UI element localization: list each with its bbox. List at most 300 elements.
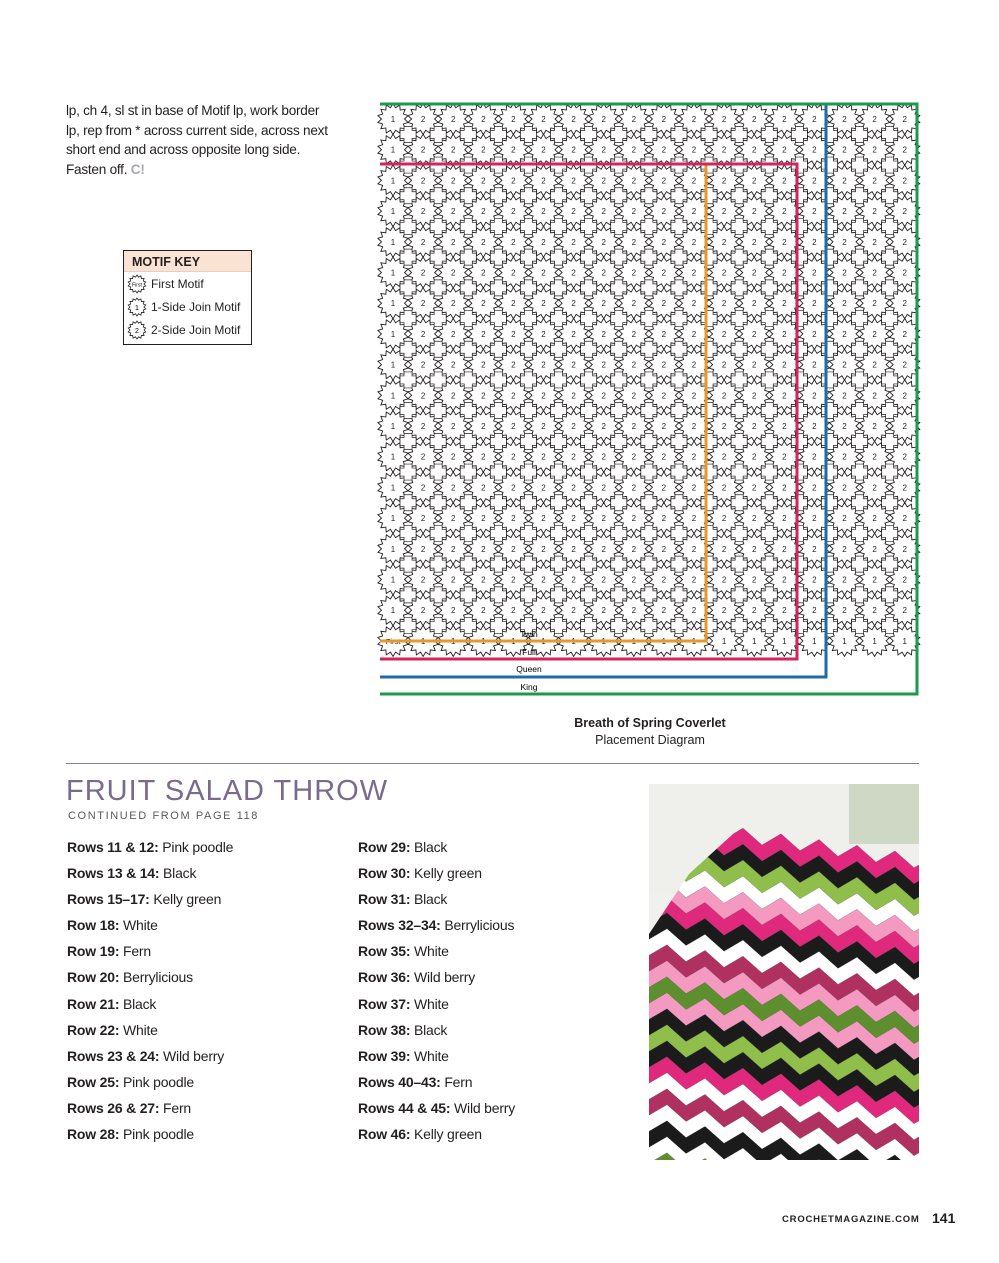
motif-label: 2 <box>541 575 546 585</box>
motif-label: 2 <box>511 176 516 186</box>
motif-label: 2 <box>420 514 426 524</box>
motif-label: 2 <box>481 268 486 278</box>
motif-key-title: MOTIF KEY <box>124 251 251 272</box>
row-entry: Row 20: Berrylicious <box>67 969 193 986</box>
motif-label: 1 <box>450 636 456 646</box>
row-entry: Row 22: White <box>67 1021 158 1038</box>
motif-label: 2 <box>691 606 697 616</box>
fruit-salad-throw-photo <box>649 784 919 1160</box>
motif-label: 2 <box>812 483 817 493</box>
motif-label: 2 <box>631 544 637 554</box>
motif-label: 2 <box>812 237 817 247</box>
motif-key <box>123 250 252 345</box>
motif-label: 1 <box>691 636 697 646</box>
motif-label: 2 <box>420 237 426 247</box>
motif-label: 2 <box>872 237 877 247</box>
motif-label: 2 <box>721 176 727 186</box>
motif-label: 2 <box>721 483 727 493</box>
motif-label: 2 <box>782 145 787 155</box>
motif-label: 2 <box>541 176 546 186</box>
motif-label: 2 <box>511 391 516 401</box>
motif-label: 2 <box>631 514 637 524</box>
motif-label: 2 <box>571 452 576 462</box>
motif-label: 2 <box>782 391 787 401</box>
motif-label: 2 <box>872 207 877 217</box>
motif-label: 2 <box>420 329 426 339</box>
motif-label: 2 <box>902 575 907 585</box>
motif-label: 2 <box>571 268 576 278</box>
motif-label: 2 <box>812 115 817 124</box>
motif-label: 2 <box>661 268 667 278</box>
motif-label: 1 <box>390 452 396 462</box>
motif-label: 2 <box>842 483 847 493</box>
section-divider <box>66 763 919 764</box>
motif-label: 2 <box>420 176 426 186</box>
motif-label: 2 <box>661 544 667 554</box>
motif-label: 1 <box>420 636 426 646</box>
motif-label: 2 <box>601 329 606 339</box>
motif-label: 2 <box>631 391 637 401</box>
motif-label: 2 <box>661 207 667 217</box>
motif-key-two-side <box>124 318 251 341</box>
motif-label: 2 <box>511 207 516 217</box>
motif-label: 2 <box>691 145 697 155</box>
motif-label: 2 <box>601 237 606 247</box>
motif-label: 2 <box>751 115 757 124</box>
motif-label: 2 <box>872 606 877 616</box>
pattern-instructions-text <box>66 101 328 179</box>
row-entry: Row 30: Kelly green <box>358 865 482 882</box>
size-label-twin: Twin <box>520 629 538 639</box>
motif-label: 2 <box>812 329 817 339</box>
motif-label: 2 <box>842 606 847 616</box>
motif-label: 2 <box>511 329 516 339</box>
motif-label: 2 <box>541 115 546 124</box>
motif-label: 2 <box>872 329 877 339</box>
motif-label: 2 <box>481 575 486 585</box>
motif-label: 2 <box>691 544 697 554</box>
motif-label: 2 <box>450 176 456 186</box>
motif-label: First <box>385 636 401 646</box>
motif-label: 2 <box>571 329 576 339</box>
motif-label: 2 <box>782 115 787 124</box>
motif-label: 1 <box>390 575 396 585</box>
motif-label: 2 <box>420 391 426 401</box>
motif-label: 2 <box>450 207 456 217</box>
motif-label: 2 <box>481 115 486 124</box>
motif-label: 2 <box>601 544 606 554</box>
row-entry: Row 39: White <box>358 1047 449 1064</box>
motif-label: 2 <box>782 329 787 339</box>
motif-label: 2 <box>751 391 757 401</box>
motif-label: 2 <box>450 391 456 401</box>
motif-label: 1 <box>872 636 877 646</box>
motif-label: 2 <box>571 575 576 585</box>
motif-label: 2 <box>812 452 817 462</box>
motif-label: 2 <box>812 606 817 616</box>
motif-label: 2 <box>571 514 576 524</box>
motif-label: 2 <box>661 514 667 524</box>
row-entry: Rows 15–17: Kelly green <box>67 891 222 908</box>
motif-label: 2 <box>691 237 697 247</box>
motif-label: 2 <box>661 483 667 493</box>
row-list-right <box>358 837 515 1150</box>
motif-label: 2 <box>691 115 697 124</box>
motif-label: 2 <box>481 176 486 186</box>
motif-label: 2 <box>420 422 426 431</box>
motif-label: 1 <box>812 636 817 646</box>
motif-label: 2 <box>872 514 877 524</box>
motif-label: 2 <box>541 391 546 401</box>
motif-label: 2 <box>420 207 426 217</box>
motif-label: 2 <box>902 606 907 616</box>
motif-label: 2 <box>902 514 907 524</box>
page-number: 141 <box>932 1210 956 1226</box>
motif-label: 2 <box>751 483 757 493</box>
motif-label: 2 <box>450 268 456 278</box>
row-entry: Row 18: White <box>67 917 158 934</box>
motif-label: 2 <box>631 145 637 155</box>
motif-label: 1 <box>721 636 727 646</box>
motif-label: 2 <box>541 268 546 278</box>
motif-label: 2 <box>631 329 637 339</box>
row-entry: Rows 44 & 45: Wild berry <box>358 1099 516 1116</box>
motif-label: 2 <box>661 391 667 401</box>
motif-label: 2 <box>631 207 637 217</box>
size-label-full: Full <box>522 647 536 657</box>
motif-label: 2 <box>450 115 456 124</box>
one-side-join-label: 1-Side Join Motif <box>151 299 241 314</box>
row-entry: Rows 13 & 14: Black <box>67 865 197 882</box>
motif-label: 2 <box>902 299 907 309</box>
motif-label: 2 <box>571 145 576 155</box>
motif-label: 2 <box>601 360 606 370</box>
motif-label: 2 <box>751 237 757 247</box>
row-entry: Row 36: Wild berry <box>358 969 475 986</box>
motif-label: 2 <box>842 115 847 124</box>
motif-label: 2 <box>481 237 486 247</box>
motif-label: 2 <box>751 299 757 309</box>
diagram-caption-title: Breath of Spring Coverlet <box>574 716 726 730</box>
motif-label: 2 <box>721 299 727 309</box>
motif-label: 2 <box>511 514 516 524</box>
motif-label: 2 <box>481 329 486 339</box>
motif-label: 2 <box>450 329 456 339</box>
motif-label: 2 <box>812 575 817 585</box>
motif-label: 2 <box>842 452 847 462</box>
motif-label: 2 <box>782 207 787 217</box>
motif-label: 2 <box>420 360 426 370</box>
motif-label: 2 <box>691 483 697 493</box>
motif-label: 2 <box>721 237 727 247</box>
motif-label: 2 <box>782 514 787 524</box>
motif-label: 1 <box>661 636 667 646</box>
first-motif-icon <box>127 274 147 294</box>
motif-label: 2 <box>691 422 697 431</box>
motif-label: 1 <box>390 606 396 616</box>
motif-label: 2 <box>481 299 486 309</box>
motif-label: 2 <box>661 115 667 124</box>
motif-label: 2 <box>902 237 907 247</box>
motif-label: 2 <box>661 575 667 585</box>
motif-label: 2 <box>842 237 847 247</box>
motif-label: 2 <box>812 176 817 186</box>
section-subtitle: CONTINUED FROM PAGE 118 <box>68 810 260 822</box>
motif-label: 1 <box>390 391 396 401</box>
motif-label: 2 <box>631 237 637 247</box>
motif-label: 2 <box>691 268 697 278</box>
motif-label: 2 <box>601 422 606 431</box>
motif-label: 2 <box>511 422 516 431</box>
motif-label: 2 <box>691 299 697 309</box>
diagram-caption <box>380 715 920 749</box>
motif-label: 2 <box>420 145 426 155</box>
motif-label: 2 <box>751 268 757 278</box>
motif-label: 2 <box>420 575 426 585</box>
motif-label: 2 <box>812 544 817 554</box>
motif-label: 2 <box>751 514 757 524</box>
motif-label: 2 <box>661 606 667 616</box>
motif-label: 2 <box>751 329 757 339</box>
motif-label: 2 <box>481 207 486 217</box>
first-motif-label: First Motif <box>151 276 204 291</box>
motif-label: 2 <box>842 176 847 186</box>
footer-site: CROCHETMAGAZINE.COM <box>782 1214 920 1225</box>
motif-label: 2 <box>842 544 847 554</box>
motif-label: 2 <box>902 207 907 217</box>
motif-label: 2 <box>872 115 877 124</box>
one-side-join-symbol: 1 <box>135 304 139 312</box>
motif-label: 2 <box>902 360 907 370</box>
first-motif-symbol: First <box>132 282 142 288</box>
motif-label: 2 <box>812 514 817 524</box>
motif-label: 2 <box>631 115 637 124</box>
motif-label: 2 <box>721 544 727 554</box>
motif-label: 2 <box>721 145 727 155</box>
motif-label: 2 <box>601 391 606 401</box>
motif-label: 2 <box>721 360 727 370</box>
motif-label: 2 <box>782 452 787 462</box>
motif-label: 2 <box>450 299 456 309</box>
motif-label: 2 <box>511 544 516 554</box>
motif-label: 1 <box>541 636 546 646</box>
motif-label: 2 <box>842 268 847 278</box>
motif-label: 2 <box>541 514 546 524</box>
diagram-caption-subtitle: Placement Diagram <box>595 733 705 747</box>
row-entry: Row 35: White <box>358 943 449 960</box>
motif-label: 2 <box>420 606 426 616</box>
size-label-king: King <box>520 682 538 692</box>
motif-label: 1 <box>390 514 396 524</box>
motif-label: 2 <box>902 544 907 554</box>
motif-label: 2 <box>782 176 787 186</box>
motif-label: 2 <box>450 606 456 616</box>
motif-label: 2 <box>541 329 546 339</box>
motif-label: 2 <box>782 422 787 431</box>
motif-label: 2 <box>751 422 757 431</box>
motif-label: 2 <box>872 360 877 370</box>
motif-label: 2 <box>751 452 757 462</box>
motif-label: 2 <box>450 483 456 493</box>
motif-label: 2 <box>420 268 426 278</box>
row-entry: Rows 40–43: Fern <box>358 1073 473 1090</box>
motif-label: 2 <box>541 544 546 554</box>
motif-label: 1 <box>902 636 907 646</box>
row-list-left <box>67 837 233 1150</box>
motif-label: 2 <box>661 452 667 462</box>
motif-label: 2 <box>782 360 787 370</box>
motif-label: 2 <box>751 575 757 585</box>
motif-label: 2 <box>631 606 637 616</box>
row-entry: Row 29: Black <box>358 839 448 855</box>
motif-label: 2 <box>842 145 847 155</box>
motif-label: 2 <box>481 145 486 155</box>
motif-label: 1 <box>842 636 847 646</box>
motif-label: 1 <box>390 237 396 247</box>
motif-label: 2 <box>691 575 697 585</box>
motif-label: 2 <box>661 237 667 247</box>
row-entry: Row 31: Black <box>358 891 448 908</box>
motif-label: 2 <box>571 422 576 431</box>
motif-label: 2 <box>902 329 907 339</box>
motif-label: 2 <box>782 575 787 585</box>
motif-label: 2 <box>511 115 516 124</box>
motif-label: 2 <box>541 360 546 370</box>
motif-label: 2 <box>751 145 757 155</box>
two-side-join-icon <box>127 320 147 340</box>
motif-label: 2 <box>691 391 697 401</box>
motif-label: 2 <box>511 575 516 585</box>
motif-label: 2 <box>751 544 757 554</box>
motif-label: 2 <box>571 483 576 493</box>
motif-label: 2 <box>661 422 667 431</box>
motif-label: 2 <box>511 483 516 493</box>
motif-label: 2 <box>541 606 546 616</box>
motif-label: 2 <box>601 606 606 616</box>
motif-label: 2 <box>691 329 697 339</box>
motif-label: 2 <box>842 299 847 309</box>
motif-label: 2 <box>420 115 426 124</box>
motif-label: 2 <box>902 391 907 401</box>
two-side-join-label: 2-Side Join Motif <box>151 322 241 337</box>
motif-label: 2 <box>601 514 606 524</box>
motif-label: 2 <box>872 452 877 462</box>
motif-label: 2 <box>601 575 606 585</box>
motif-label: 2 <box>751 606 757 616</box>
motif-label: 2 <box>631 483 637 493</box>
motif-label: 2 <box>812 207 817 217</box>
motif-label: 2 <box>812 422 817 431</box>
end-of-pattern-mark: C! <box>130 161 145 177</box>
motif-label: 1 <box>511 636 516 646</box>
motif-label: 2 <box>420 299 426 309</box>
motif-label: 2 <box>751 176 757 186</box>
motif-label: 2 <box>601 483 606 493</box>
motif-label: 2 <box>721 422 727 431</box>
motif-label: 2 <box>872 391 877 401</box>
motif-label: 2 <box>571 115 576 124</box>
row-entry: Row 19: Fern <box>67 943 151 960</box>
motif-label: 2 <box>450 237 456 247</box>
motif-label: 2 <box>691 207 697 217</box>
motif-label: 2 <box>631 268 637 278</box>
motif-label: 2 <box>571 237 576 247</box>
motif-label: 2 <box>631 176 637 186</box>
motif-label: 2 <box>450 145 456 155</box>
motif-label: 2 <box>450 575 456 585</box>
motif-label: 2 <box>691 360 697 370</box>
motif-label: 1 <box>601 636 606 646</box>
motif-label: 2 <box>691 452 697 462</box>
motif-label: 2 <box>481 391 486 401</box>
motif-label: 2 <box>872 299 877 309</box>
motif-label: 2 <box>571 391 576 401</box>
motif-label: 2 <box>902 422 907 431</box>
motif-label: 2 <box>661 329 667 339</box>
motif-label: 2 <box>571 207 576 217</box>
motif-label: 2 <box>661 360 667 370</box>
motif-label: 2 <box>902 483 907 493</box>
motif-label: 2 <box>842 422 847 431</box>
motif-label: 1 <box>390 115 396 124</box>
motif-key-first <box>124 272 251 295</box>
motif-label: 2 <box>571 606 576 616</box>
motif-label: 2 <box>601 115 606 124</box>
motif-label: 1 <box>390 329 396 339</box>
motif-label: 2 <box>812 268 817 278</box>
row-entry: Rows 32–34: Berrylicious <box>358 917 515 934</box>
motif-label: 2 <box>511 145 516 155</box>
motif-label: 2 <box>812 391 817 401</box>
motif-label: 2 <box>812 145 817 155</box>
row-entry: Row 46: Kelly green <box>358 1126 482 1143</box>
size-label-queen: Queen <box>516 664 542 674</box>
motif-label: 2 <box>420 483 426 493</box>
motif-key-one-side <box>124 295 251 318</box>
motif-label: 2 <box>481 606 486 616</box>
row-entry: Row 37: White <box>358 995 449 1012</box>
motif-label: 2 <box>782 544 787 554</box>
motif-label: 2 <box>420 452 426 462</box>
motif-label: 1 <box>390 207 396 217</box>
motif-label: 2 <box>872 145 877 155</box>
motif-label: 2 <box>450 360 456 370</box>
motif-label: 1 <box>390 483 396 493</box>
motif-label: 2 <box>571 360 576 370</box>
motif-label: 2 <box>601 268 606 278</box>
motif-label: 2 <box>450 544 456 554</box>
motif-label: 2 <box>601 299 606 309</box>
motif-label: 2 <box>782 299 787 309</box>
motif-label: 2 <box>541 452 546 462</box>
motif-label: 1 <box>481 636 486 646</box>
motif-label: 2 <box>872 176 877 186</box>
motif-label: 1 <box>390 299 396 309</box>
motif-label: 2 <box>481 452 486 462</box>
motif-label: 2 <box>450 514 456 524</box>
motif-label: 2 <box>541 207 546 217</box>
motif-label: 2 <box>481 422 486 431</box>
motif-label: 2 <box>571 176 576 186</box>
motif-label: 2 <box>872 544 877 554</box>
motif-label: 2 <box>450 422 456 431</box>
row-entry: Row 28: Pink poodle <box>67 1126 194 1143</box>
motif-label: 2 <box>511 452 516 462</box>
motif-label: 2 <box>902 268 907 278</box>
motif-label: 2 <box>661 145 667 155</box>
motif-label: 2 <box>511 237 516 247</box>
motif-label: 2 <box>902 145 907 155</box>
